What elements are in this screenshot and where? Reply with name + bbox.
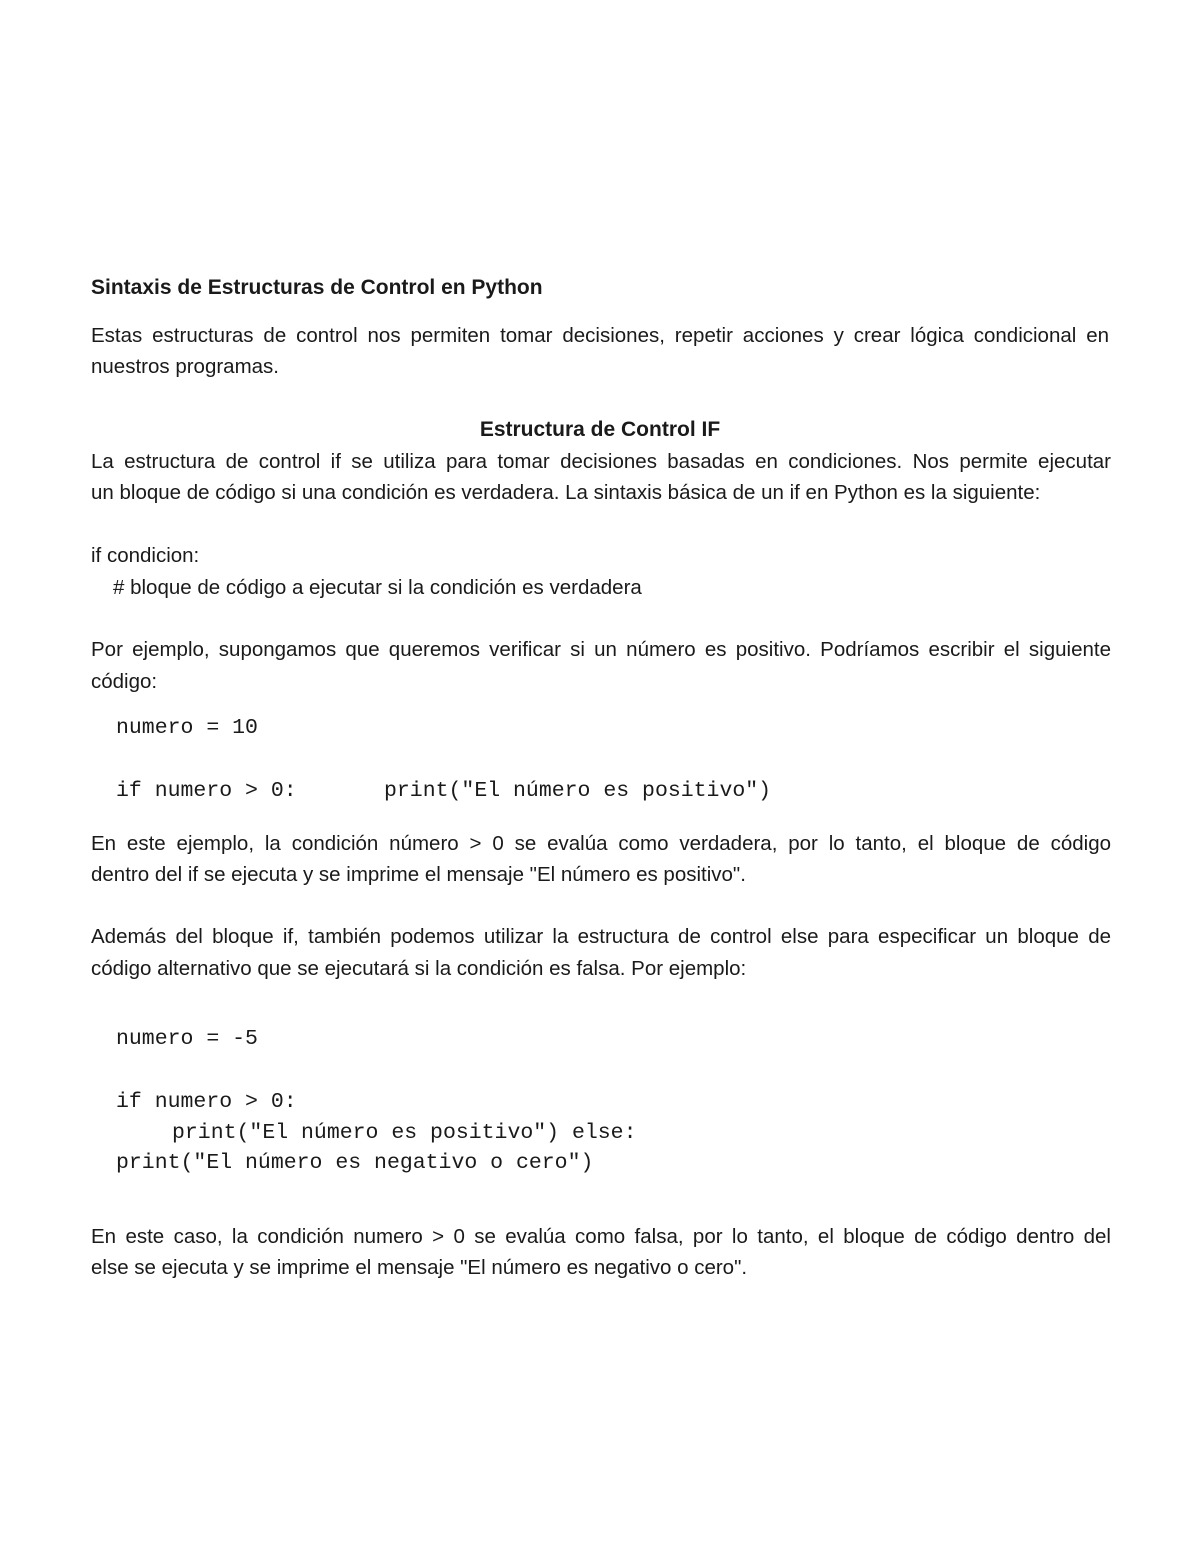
code-example-1-line-2a: if numero > 0: [116, 779, 297, 803]
code-example-2-line-2: if numero > 0: [116, 1090, 297, 1114]
section-heading-if: Estructura de Control IF [479, 418, 721, 441]
paragraph-5-line-2: else se ejecuta y se imprime el mensaje "El número es negativo o cero". [91, 1256, 748, 1279]
code-example-1-line-2b: print("El número es positivo") [384, 779, 772, 803]
code-example-1-line-1: numero = 10 [116, 716, 258, 740]
syntax-line-1: if condicion: [91, 544, 200, 567]
code-example-2-line-3: print("El número es positivo") else: [172, 1121, 637, 1145]
paragraph-1-line-2: un bloque de código si una condición es verdadera. La sintaxis básica de un if en Python es la siguiente: [91, 481, 1041, 504]
paragraph-5-line-1: En este caso, la condición numero > 0 se evalúa como falsa, por lo tanto, el bloque de código dentro del [91, 1225, 1111, 1248]
paragraph-4-line-2: código alternativo que se ejecutará si la condición es falsa. Por ejemplo: [91, 957, 747, 980]
intro-line-2: nuestros programas. [91, 355, 280, 378]
paragraph-3-line-1: En este ejemplo, la condición número > 0 se evalúa como verdadera, por lo tanto, el bloque de código [91, 832, 1111, 855]
syntax-line-2: # bloque de código a ejecutar si la condición es verdadera [113, 576, 642, 599]
paragraph-1-line-1: La estructura de control if se utiliza para tomar decisiones basadas en condiciones. Nos permite ejecutar [91, 450, 1111, 473]
intro-line-1: Estas estructuras de control nos permiten tomar decisiones, repetir acciones y crear lógica condicional en [91, 324, 1109, 347]
paragraph-4-line-1: Además del bloque if, también podemos utilizar la estructura de control else para especificar un bloque de [91, 925, 1111, 948]
document-title: Sintaxis de Estructuras de Control en Python [91, 276, 543, 299]
paragraph-3-line-2: dentro del if se ejecuta y se imprime el mensaje "El número es positivo". [91, 863, 746, 886]
paragraph-2-line-1: Por ejemplo, supongamos que queremos verificar si un número es positivo. Podríamos escribir el siguiente [91, 638, 1111, 661]
code-example-2-line-4: print("El número es negativo o cero") [116, 1151, 594, 1175]
paragraph-2-line-2: código: [91, 670, 158, 693]
code-example-2-line-1: numero = -5 [116, 1027, 258, 1051]
